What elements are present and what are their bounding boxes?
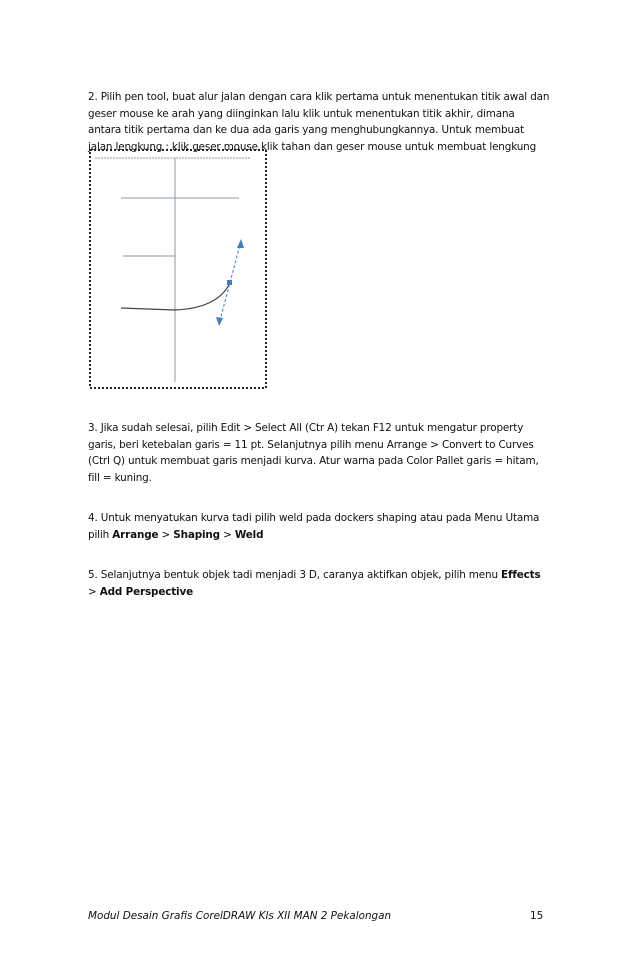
step-4-weld: Weld <box>234 528 264 541</box>
step-4-sep2: > <box>219 528 235 541</box>
step-4-intro: 4. Untuk menyatukan kurva tadi pilih weld pada dockers shaping atau pada Menu Utama pilih <box>88 512 540 541</box>
handle-arrow-top-icon <box>237 239 244 248</box>
step-5-effects: Effects <box>501 569 541 581</box>
figure-border <box>90 150 266 388</box>
step-4-paragraph <box>88 510 550 543</box>
handle-arrow-bottom-icon <box>216 317 223 326</box>
step-4-sep1: > <box>158 528 174 541</box>
step-4-arrange: Arrange <box>112 528 159 541</box>
step-4-shaping: Shaping <box>173 528 220 541</box>
step-5-perspective: Add Perspective <box>99 585 193 598</box>
step-5-sep: > <box>88 585 100 598</box>
footer-title: Modul Desain Grafis CorelDRAW Kls XII MAN 2 Pekalongan <box>88 910 392 922</box>
step-5-intro: 5. Selanjutnya bentuk objek tadi menjadi 3 D, caranya aktifkan objek, pilih menu <box>88 569 502 581</box>
step-3-paragraph: 3. Jika sudah selesai, pilih Edit > Select All (Ctr A) tekan F12 untuk mengatur property garis, beri ketebalan garis = 11 pt. Selanjutnya pilih menu Arrange > Convert to Curves (Ctrl Q) untuk membuat garis menjadi kurva. Atur warna pada Color Pallet garis = hitam, fill = kuning. <box>88 422 539 484</box>
pen-tool-illustration <box>89 149 267 389</box>
step-2-paragraph: 2. Pilih pen tool, buat alur jalan dengan cara klik pertama untuk menentukan titik awal dan geser mouse ke arah yang diinginkan lalu klik untuk menentukan titik akhir, dimana antara titik pertama dan ke dua ada garis yang menghubungkannya. Untuk membuat jalan lengkung : klik geser mouse klik tahan dan geser mouse untuk membuat lengkung <box>88 91 550 153</box>
step-5-paragraph <box>88 567 550 600</box>
page-number: 15 <box>530 910 544 922</box>
anchor-node <box>227 280 232 285</box>
